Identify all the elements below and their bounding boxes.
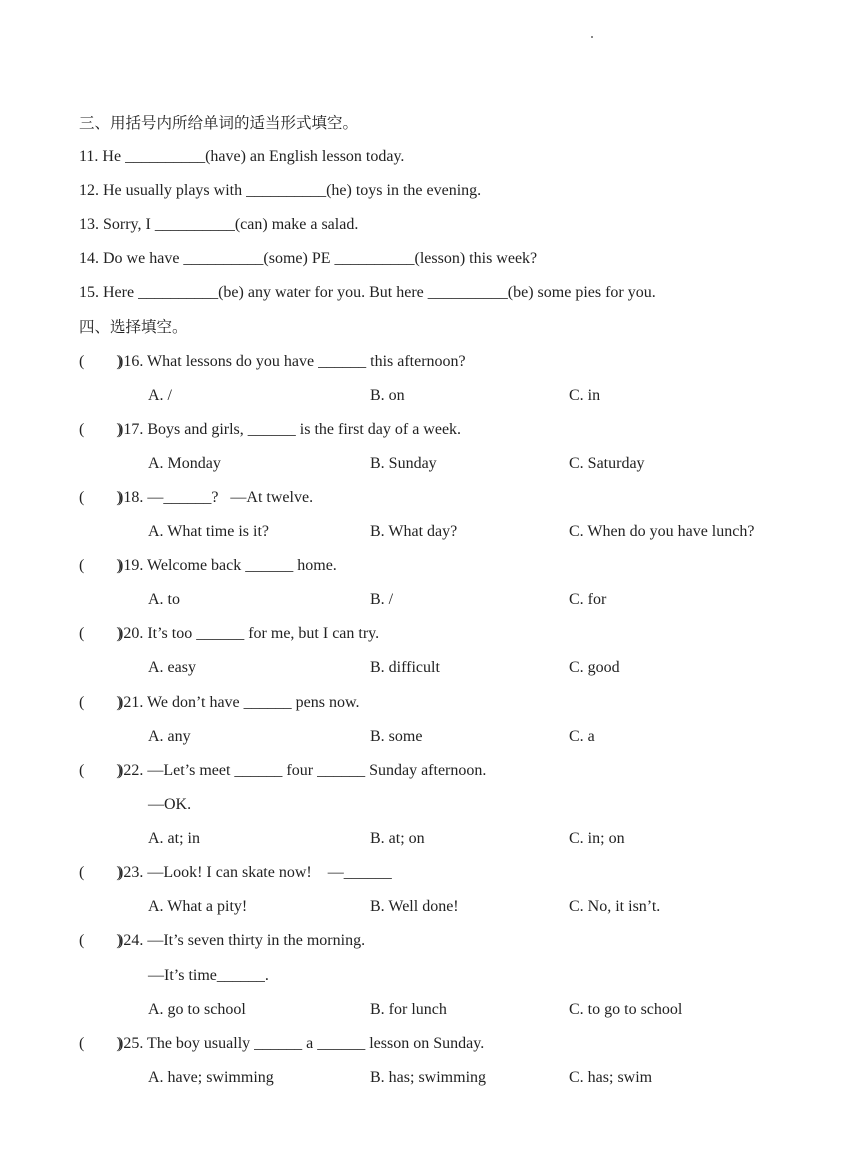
section-3-heading: 三、用括号内所给单词的适当形式填空。 (79, 114, 359, 132)
question-17: )17. Boys and girls, ______ is the first day of a week. (118, 421, 462, 438)
option-c: C. for (569, 591, 607, 608)
question-24: )24. —It’s seven thirty in the morning. (118, 932, 366, 949)
option-b: B. What day? (370, 523, 458, 540)
option-a: A. at; in (148, 830, 200, 847)
option-a: A. have; swimming (148, 1069, 274, 1086)
fill-item-15: 15. Here __________(be) any water for you. But here __________(be) some pies for you. (79, 284, 656, 301)
question-16: )16. What lessons do you have ______ this afternoon? (118, 353, 466, 370)
option-c: C. to go to school (569, 1001, 683, 1018)
question-21: )21. We don’t have ______ pens now. (118, 694, 360, 711)
answer-bracket: ( ) (79, 1035, 122, 1052)
fill-item-12: 12. He usually plays with __________(he) toys in the evening. (79, 182, 482, 199)
question-18: )18. —______? —At twelve. (118, 489, 314, 506)
question-24-reply: —It’s time______. (148, 967, 269, 984)
option-a: A. Monday (148, 455, 221, 472)
answer-bracket: ( ) (79, 557, 122, 574)
option-b: B. has; swimming (370, 1069, 487, 1086)
answer-bracket: ( ) (79, 762, 122, 779)
question-22-reply: —OK. (148, 796, 192, 813)
option-a: A. / (148, 387, 172, 404)
option-c: C. When do you have lunch? (569, 523, 755, 540)
option-b: B. Sunday (370, 455, 437, 472)
answer-bracket: ( ) (79, 353, 122, 370)
option-b: B. / (370, 591, 394, 608)
option-a: A. to (148, 591, 180, 608)
answer-bracket: ( ) (79, 489, 122, 506)
option-b: B. difficult (370, 659, 440, 676)
option-b: B. at; on (370, 830, 425, 847)
option-c: C. in; on (569, 830, 625, 847)
option-a: A. any (148, 728, 191, 745)
question-23: )23. —Look! I can skate now! —______ (118, 864, 392, 881)
fill-item-13: 13. Sorry, I __________(can) make a salad. (79, 216, 359, 233)
option-a: A. What a pity! (148, 898, 248, 915)
answer-bracket: ( ) (79, 421, 122, 438)
question-25: )25. The boy usually ______ a ______ lesson on Sunday. (118, 1035, 485, 1052)
question-20: )20. It’s too ______ for me, but I can try. (118, 625, 380, 642)
option-b: B. some (370, 728, 423, 745)
option-b: B. for lunch (370, 1001, 447, 1018)
answer-bracket: ( ) (79, 932, 122, 949)
option-a: A. easy (148, 659, 196, 676)
option-a: A. go to school (148, 1001, 246, 1018)
option-b: B. on (370, 387, 405, 404)
answer-bracket: ( ) (79, 625, 122, 642)
option-c: C. in (569, 387, 601, 404)
option-b: B. Well done! (370, 898, 459, 915)
option-c: C. good (569, 659, 620, 676)
fill-item-11: 11. He __________(have) an English lesson today. (79, 148, 405, 165)
page-mark (591, 36, 593, 38)
option-c: C. Saturday (569, 455, 645, 472)
option-c: C. No, it isn’t. (569, 898, 661, 915)
option-c: C. a (569, 728, 595, 745)
answer-bracket: ( ) (79, 864, 122, 881)
question-19: )19. Welcome back ______ home. (118, 557, 337, 574)
option-c: C. has; swim (569, 1069, 653, 1086)
option-a: A. What time is it? (148, 523, 270, 540)
question-22: )22. —Let’s meet ______ four ______ Sunday afternoon. (118, 762, 487, 779)
section-4-heading: 四、选择填空。 (79, 318, 188, 336)
fill-item-14: 14. Do we have __________(some) PE __________(lesson) this week? (79, 250, 538, 267)
answer-bracket: ( ) (79, 694, 122, 711)
